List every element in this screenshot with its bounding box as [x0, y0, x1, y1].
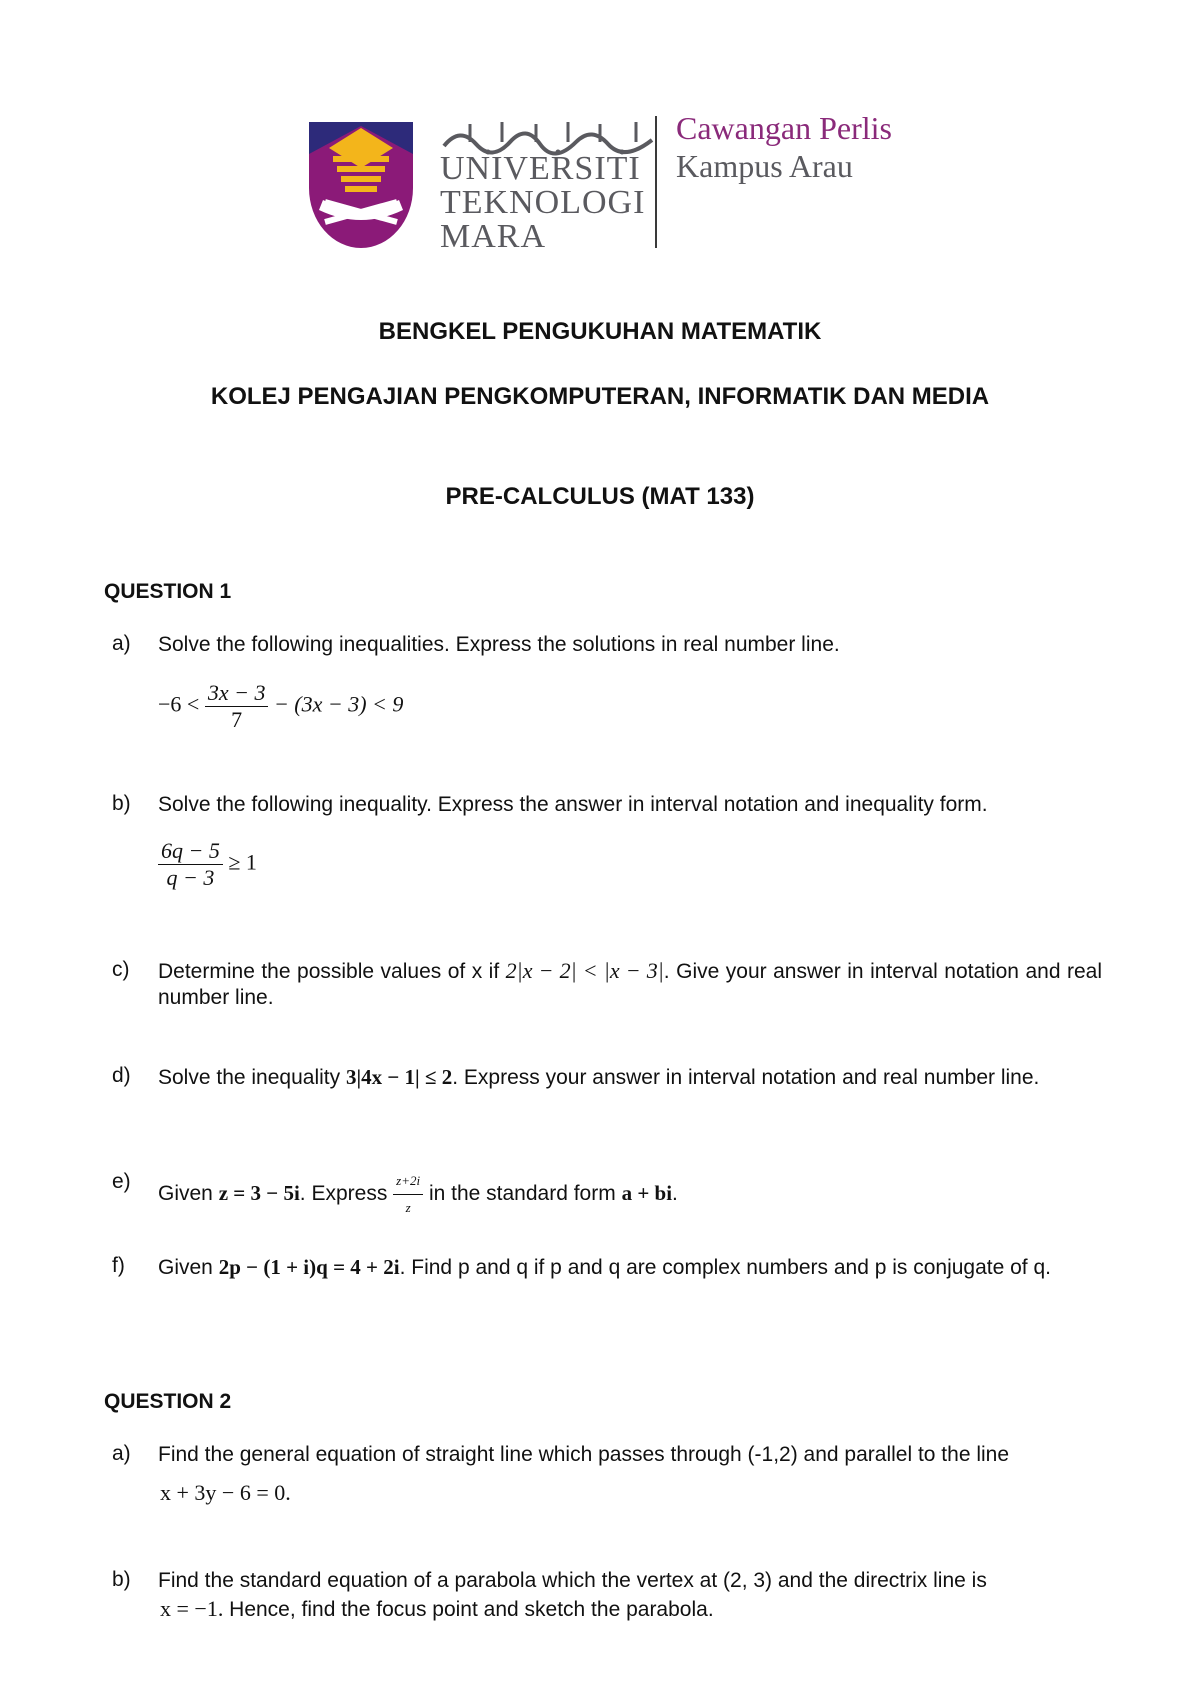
q1b-numerator: 6q − 5 — [158, 838, 223, 865]
uitm-logo-shield — [305, 118, 417, 254]
q1d-post: . Express your answer in interval notation and real number line. — [452, 1066, 1040, 1089]
q1e-post: . — [672, 1182, 678, 1206]
q1d-pre: Solve the inequality — [158, 1066, 346, 1089]
q1c-pre: Determine the possible values of x if — [158, 960, 506, 983]
logo-text-universiti: UNIVERSITI — [440, 150, 641, 187]
q1f-math: 2p − (1 + i)q = 4 + 2i — [218, 1255, 400, 1279]
q2b-label: b) — [112, 1568, 131, 1591]
question-2-title: QUESTION 2 — [104, 1390, 232, 1413]
q1e-frac-num: z+2i — [393, 1168, 423, 1195]
q2b-text: Find the standard equation of a parabola which the vertex at (2, 3) and the directrix line is — [158, 1569, 987, 1592]
q2a-text: Find the general equation of straight line which passes through (-1,2) and parallel to the line — [158, 1443, 1010, 1466]
q1c-text — [158, 958, 1102, 1011]
q1b-denominator: q − 3 — [166, 865, 215, 890]
q1c-label: c) — [112, 958, 130, 981]
q1b-label: b) — [112, 792, 131, 815]
q1b-text: Solve the following inequality. Express the answer in interval notation and inequality form. — [158, 793, 988, 816]
q1a-numerator: 3x − 3 — [205, 680, 269, 707]
q1a-denominator: 7 — [231, 707, 243, 732]
q1a-label: a) — [112, 632, 131, 655]
q1f-pre: Given — [158, 1256, 219, 1279]
q1e-fraction — [393, 1168, 423, 1221]
q1a-eq-right: − (3x − 3) < 9 — [273, 691, 404, 717]
q1b-eq-right: ≥ 1 — [228, 849, 257, 875]
q2b-line-2 — [160, 1596, 714, 1623]
logo-text-teknologi: TEKNOLOGI — [440, 184, 646, 221]
logo-text-mara: MARA — [440, 218, 547, 255]
q1a-equation — [158, 680, 403, 733]
q1a-text: Solve the following inequalities. Express the solutions in real number line. — [158, 633, 840, 656]
q2a-label: a) — [112, 1442, 131, 1465]
q2b-equation: x = −1. — [160, 1596, 224, 1621]
q1f-post: . Find p and q if p and q are complex numbers and p is conjugate of q. — [399, 1256, 1051, 1279]
q1e-mid: . Express — [299, 1182, 394, 1206]
q1c-post: . Give your answer in interval notation and real number line. — [158, 960, 1102, 1009]
q1e-mid2: in the standard form — [423, 1182, 622, 1206]
q1e-frac-den: z — [405, 1200, 411, 1215]
q1e-label: e) — [112, 1170, 131, 1193]
logo-campus-line-1: Cawangan Perlis — [676, 110, 892, 146]
course-title: PRE-CALCULUS (MAT 133) — [445, 483, 755, 510]
q1f-text — [158, 1254, 1102, 1281]
workshop-title: BENGKEL PENGUKUHAN MATEMATIK — [378, 318, 822, 345]
q1b-equation — [158, 838, 257, 891]
q1d-label: d) — [112, 1064, 131, 1087]
q1d-text — [158, 1064, 1102, 1091]
q1a-eq-left: −6 < — [158, 691, 200, 717]
q1e-text — [158, 1168, 678, 1221]
q1d-math: 3|4x − 1| ≤ 2 — [345, 1065, 453, 1089]
q1a-fraction — [205, 680, 269, 733]
q2a-equation: x + 3y − 6 = 0. — [160, 1480, 291, 1505]
logo-campus-line-2: Kampus Arau — [676, 148, 853, 184]
q1b-fraction — [158, 838, 223, 891]
q1c-math: 2|x − 2| < |x − 3| — [505, 958, 664, 983]
logo-divider — [655, 116, 657, 248]
q1e-math-1: z = 3 − 5i — [218, 1181, 300, 1206]
q2b-post: Hence, find the focus point and sketch the parabola. — [223, 1598, 714, 1621]
q1e-math-2: a + bi — [621, 1181, 673, 1206]
question-1-title: QUESTION 1 — [104, 580, 232, 603]
college-title: KOLEJ PENGAJIAN PENGKOMPUTERAN, INFORMATIK DAN MEDIA — [210, 383, 990, 410]
q1f-label: f) — [112, 1254, 125, 1277]
q1e-pre: Given — [158, 1182, 219, 1206]
